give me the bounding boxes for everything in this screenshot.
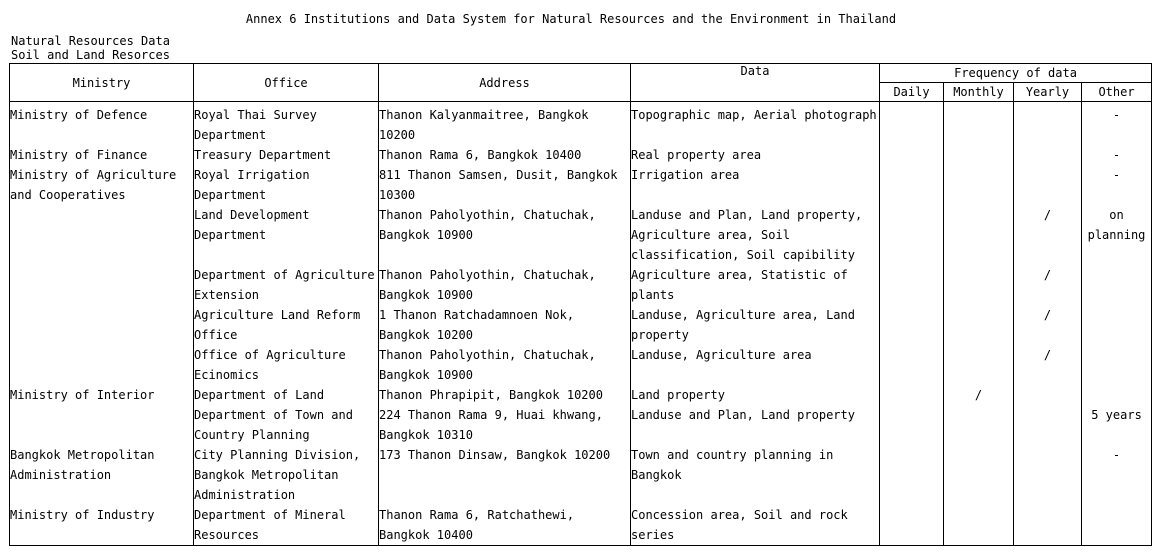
- cell-office: Royal Thai Survey Department: [194, 102, 379, 146]
- cell-office: Department of Town and Country Planning: [194, 405, 379, 445]
- cell-data: Landuse and Plan, Land property, Agriculture area, Soil classification, Soil capibility: [631, 205, 880, 265]
- cell-ministry: [10, 305, 194, 345]
- cell-daily: [880, 405, 944, 445]
- cell-other: 5 years: [1082, 405, 1152, 445]
- cell-other: [1082, 505, 1152, 546]
- cell-data: Landuse and Plan, Land property: [631, 405, 880, 445]
- cell-monthly: [944, 445, 1014, 505]
- column-header-address: Address: [379, 64, 631, 102]
- cell-ministry: Ministry of Finance: [10, 145, 194, 165]
- cell-monthly: [944, 265, 1014, 305]
- column-header-daily: Daily: [880, 83, 944, 102]
- column-header-other: Other: [1082, 83, 1152, 102]
- cell-yearly: [1014, 405, 1082, 445]
- table-body: [10, 102, 1152, 546]
- section-title: Natural Resources Data: [11, 34, 170, 48]
- cell-monthly: [944, 305, 1014, 345]
- cell-ministry: [10, 205, 194, 265]
- cell-yearly: [1014, 102, 1082, 146]
- cell-ministry: Ministry of Interior: [10, 385, 194, 405]
- cell-monthly: [944, 102, 1014, 146]
- table-row: [10, 165, 1152, 205]
- cell-daily: [880, 205, 944, 265]
- column-header-yearly: Yearly: [1014, 83, 1082, 102]
- cell-ministry: Ministry of Defence: [10, 102, 194, 146]
- cell-yearly: [1014, 505, 1082, 546]
- cell-data: Concession area, Soil and rock series: [631, 505, 880, 546]
- cell-data: Real property area: [631, 145, 880, 165]
- cell-monthly: [944, 345, 1014, 385]
- cell-office: Treasury Department: [194, 145, 379, 165]
- cell-yearly: /: [1014, 305, 1082, 345]
- cell-address: Thanon Kalyanmaitree, Bangkok 10200: [379, 102, 631, 146]
- cell-daily: [880, 145, 944, 165]
- cell-other: -: [1082, 445, 1152, 505]
- cell-office: Royal Irrigation Department: [194, 165, 379, 205]
- cell-address: Thanon Rama 6, Bangkok 10400: [379, 145, 631, 165]
- cell-yearly: [1014, 165, 1082, 205]
- cell-other: [1082, 385, 1152, 405]
- cell-daily: [880, 445, 944, 505]
- cell-yearly: [1014, 385, 1082, 405]
- cell-office: City Planning Division, Bangkok Metropolitan Administration: [194, 445, 379, 505]
- cell-ministry: [10, 405, 194, 445]
- cell-daily: [880, 165, 944, 205]
- institutions-table: [9, 63, 1152, 546]
- cell-daily: [880, 345, 944, 385]
- cell-address: 811 Thanon Samsen, Dusit, Bangkok 10300: [379, 165, 631, 205]
- table-row: [10, 145, 1152, 165]
- table-row: [10, 305, 1152, 345]
- cell-address: Thanon Rama 6, Ratchathewi, Bangkok 10400: [379, 505, 631, 546]
- column-header-monthly: Monthly: [944, 83, 1014, 102]
- cell-data: Irrigation area: [631, 165, 880, 205]
- column-header-ministry: Ministry: [10, 64, 194, 102]
- cell-daily: [880, 305, 944, 345]
- cell-daily: [880, 505, 944, 546]
- cell-office: Land Development Department: [194, 205, 379, 265]
- table-row: [10, 102, 1152, 146]
- subsection-title: Soil and Land Resorces: [11, 48, 170, 62]
- cell-ministry: Bangkok Metropolitan Administration: [10, 445, 194, 505]
- cell-other: on planning: [1082, 205, 1152, 265]
- cell-data: Town and country planning in Bangkok: [631, 445, 880, 505]
- cell-monthly: [944, 205, 1014, 265]
- cell-office: Agriculture Land Reform Office: [194, 305, 379, 345]
- cell-other: [1082, 305, 1152, 345]
- table-row: [10, 265, 1152, 305]
- cell-ministry: [10, 345, 194, 385]
- cell-address: Thanon Paholyothin, Chatuchak, Bangkok 10900: [379, 205, 631, 265]
- cell-data: Agriculture area, Statistic of plants: [631, 265, 880, 305]
- cell-address: Thanon Paholyothin, Chatuchak, Bangkok 10900: [379, 265, 631, 305]
- cell-yearly: [1014, 145, 1082, 165]
- cell-other: [1082, 345, 1152, 385]
- cell-data: Land property: [631, 385, 880, 405]
- cell-yearly: /: [1014, 265, 1082, 305]
- cell-ministry: Ministry of Agriculture and Cooperatives: [10, 165, 194, 205]
- table-row: [10, 345, 1152, 385]
- table-row: [10, 405, 1152, 445]
- cell-data: Landuse, Agriculture area, Land property: [631, 305, 880, 345]
- cell-ministry: [10, 265, 194, 305]
- cell-daily: [880, 102, 944, 146]
- document-title: Annex 6 Institutions and Data System for Natural Resources and the Environment in Thailand: [245, 12, 897, 26]
- cell-monthly: /: [944, 385, 1014, 405]
- cell-monthly: [944, 165, 1014, 205]
- cell-office: Department of Land: [194, 385, 379, 405]
- table-row: [10, 385, 1152, 405]
- cell-address: 224 Thanon Rama 9, Huai khwang, Bangkok 10310: [379, 405, 631, 445]
- cell-daily: [880, 265, 944, 305]
- cell-office: Department of Agriculture Extension: [194, 265, 379, 305]
- cell-monthly: [944, 505, 1014, 546]
- column-header-office: Office: [194, 64, 379, 102]
- column-header-data: Data: [631, 64, 880, 102]
- cell-office: Department of Mineral Resources: [194, 505, 379, 546]
- column-header-frequency: Frequency of data: [880, 64, 1152, 83]
- cell-other: -: [1082, 102, 1152, 146]
- cell-data: Topographic map, Aerial photograph: [631, 102, 880, 146]
- cell-data: Landuse, Agriculture area: [631, 345, 880, 385]
- cell-address: 173 Thanon Dinsaw, Bangkok 10200: [379, 445, 631, 505]
- cell-yearly: /: [1014, 345, 1082, 385]
- cell-monthly: [944, 405, 1014, 445]
- cell-office: Office of Agriculture Ecinomics: [194, 345, 379, 385]
- cell-yearly: /: [1014, 205, 1082, 265]
- cell-address: Thanon Paholyothin, Chatuchak, Bangkok 10900: [379, 345, 631, 385]
- table-row: [10, 205, 1152, 265]
- cell-other: -: [1082, 145, 1152, 165]
- cell-other: [1082, 265, 1152, 305]
- table-row: [10, 445, 1152, 505]
- cell-address: Thanon Phrapipit, Bangkok 10200: [379, 385, 631, 405]
- cell-ministry: Ministry of Industry: [10, 505, 194, 546]
- cell-other: -: [1082, 165, 1152, 205]
- table-row: [10, 505, 1152, 546]
- cell-address: 1 Thanon Ratchadamnoen Nok, Bangkok 10200: [379, 305, 631, 345]
- cell-daily: [880, 385, 944, 405]
- cell-monthly: [944, 145, 1014, 165]
- cell-yearly: [1014, 445, 1082, 505]
